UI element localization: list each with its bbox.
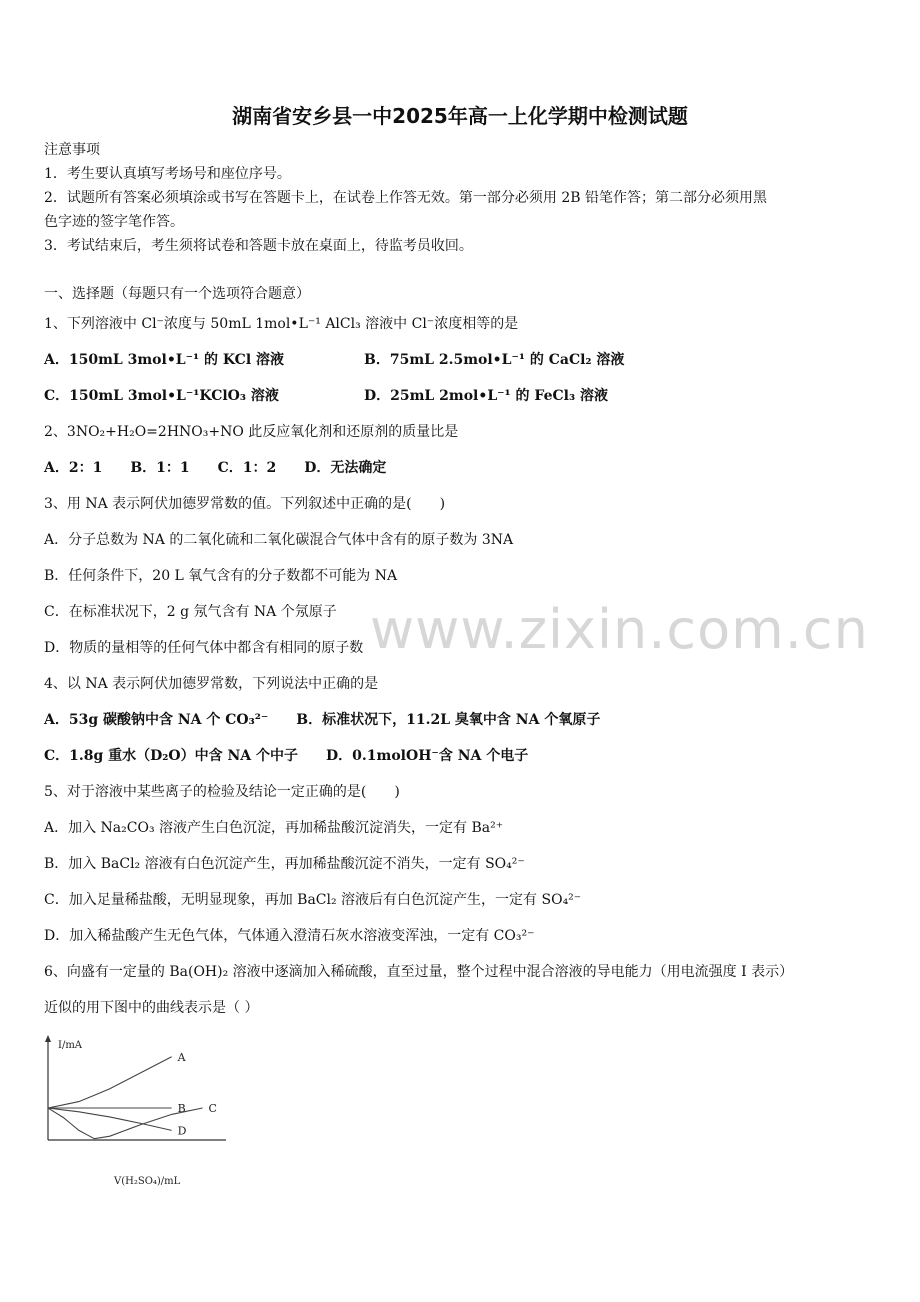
q3-option-c: C．在标准状况下，2 g 氖气含有 NA 个氖原子 <box>44 604 337 620</box>
q5-stem: 5、对于溶液中某些离子的检验及结论一定正确的是( ) <box>44 784 400 800</box>
q2-options: A．2：1 B．1：1 C．1：2 D．无法确定 <box>44 460 387 476</box>
y-axis-arrow <box>45 1035 51 1042</box>
notice-item-3: 3．考试结束后，考生须将试卷和答题卡放在桌面上，待监考员收回。 <box>44 238 473 254</box>
chart-series <box>48 1051 217 1139</box>
q2-stem: 2、3NO₂+H₂O=2HNO₃+NO 此反应氧化剂和还原剂的质量比是 <box>44 424 459 440</box>
q3-option-b: B．任何条件下，20 L 氧气含有的分子数都不可能为 NA <box>44 568 398 584</box>
series-label-c: C <box>208 1102 217 1115</box>
chart-xlabel: V(H₂SO₄)/mL <box>114 1176 181 1187</box>
q4-options-ab: A．53g 碳酸钠中含 NA 个 CO₃²⁻ B．标准状况下，11.2L 臭氧中含 NA 个氧原子 <box>44 712 601 728</box>
q1-option-c: C．150mL 3mol•L⁻¹KClO₃ 溶液 <box>44 388 279 404</box>
page-title: 湖南省安乡县一中2025年高一上化学期中检测试题 <box>232 104 688 128</box>
notice-heading: 注意事项 <box>44 142 100 158</box>
conductivity-chart <box>30 1032 250 1192</box>
q5-option-c: C．加入足量稀盐酸，无明显现象，再加 BaCl₂ 溶液后有白色沉淀产生，一定有 SO₄²⁻ <box>44 892 582 908</box>
q3-stem: 3、用 NA 表示阿伏加德罗常数的值。下列叙述中正确的是( ) <box>44 496 446 512</box>
q6-stem-line1: 6、向盛有一定量的 Ba(OH)₂ 溶液中逐滴加入稀硫酸，直至过量，整个过程中混合溶液的导电能力（用电流强度 I 表示） <box>44 964 794 980</box>
chart-ylabel: I/mA <box>58 1040 83 1051</box>
q1-option-d: D．25mL 2mol•L⁻¹ 的 FeCl₃ 溶液 <box>364 388 608 404</box>
q5-option-a: A．加入 Na₂CO₃ 溶液产生白色沉淀，再加稀盐酸沉淀消失，一定有 Ba²⁺ <box>44 820 504 836</box>
notice-item-2-cont: 色字迹的签字笔作答。 <box>44 214 184 230</box>
q1-option-b: B．75mL 2.5mol•L⁻¹ 的 CaCl₂ 溶液 <box>364 352 625 368</box>
series-label-a: A <box>177 1050 186 1064</box>
series-line-d <box>48 1108 172 1130</box>
q4-options-cd: C．1.8g 重水（D₂O）中含 NA 个中子 D．0.1molOH⁻含 NA 个电子 <box>44 748 529 764</box>
q6-stem-line2: 近似的用下图中的曲线表示是（ ） <box>44 1000 259 1016</box>
q4-stem: 4、以 NA 表示阿伏加德罗常数，下列说法中正确的是 <box>44 676 379 692</box>
q1-stem: 1、下列溶液中 Cl⁻浓度与 50mL 1mol•L⁻¹ AlCl₃ 溶液中 Cl⁻浓度相等的是 <box>44 316 519 332</box>
series-line-a <box>48 1057 172 1108</box>
q3-option-a: A．分子总数为 NA 的二氧化硫和二氧化碳混合气体中含有的原子数为 3NA <box>44 532 514 548</box>
q3-option-d: D．物质的量相等的任何气体中都含有相同的原子数 <box>44 640 364 656</box>
notice-item-1: 1．考生要认真填写考场号和座位序号。 <box>44 166 291 182</box>
series-label-b: B <box>177 1102 186 1115</box>
q5-option-b: B．加入 BaCl₂ 溶液有白色沉淀产生，再加稀盐酸沉淀不消失，一定有 SO₄²⁻ <box>44 856 525 872</box>
notice-item-2: 2．试题所有答案必须填涂或书写在答题卡上，在试卷上作答无效。第一部分必须用 2B 铅笔作答；第二部分必须用黑 <box>44 190 767 206</box>
section-heading: 一、选择题（每题只有一个选项符合题意） <box>44 286 310 302</box>
watermark: www.zixin.com.cn <box>370 598 869 661</box>
q1-option-a: A．150mL 3mol•L⁻¹ 的 KCl 溶液 <box>44 352 285 368</box>
series-label-d: D <box>177 1124 187 1138</box>
q5-option-d: D．加入稀盐酸产生无色气体，气体通入澄清石灰水溶液变浑浊，一定有 CO₃²⁻ <box>44 928 535 944</box>
